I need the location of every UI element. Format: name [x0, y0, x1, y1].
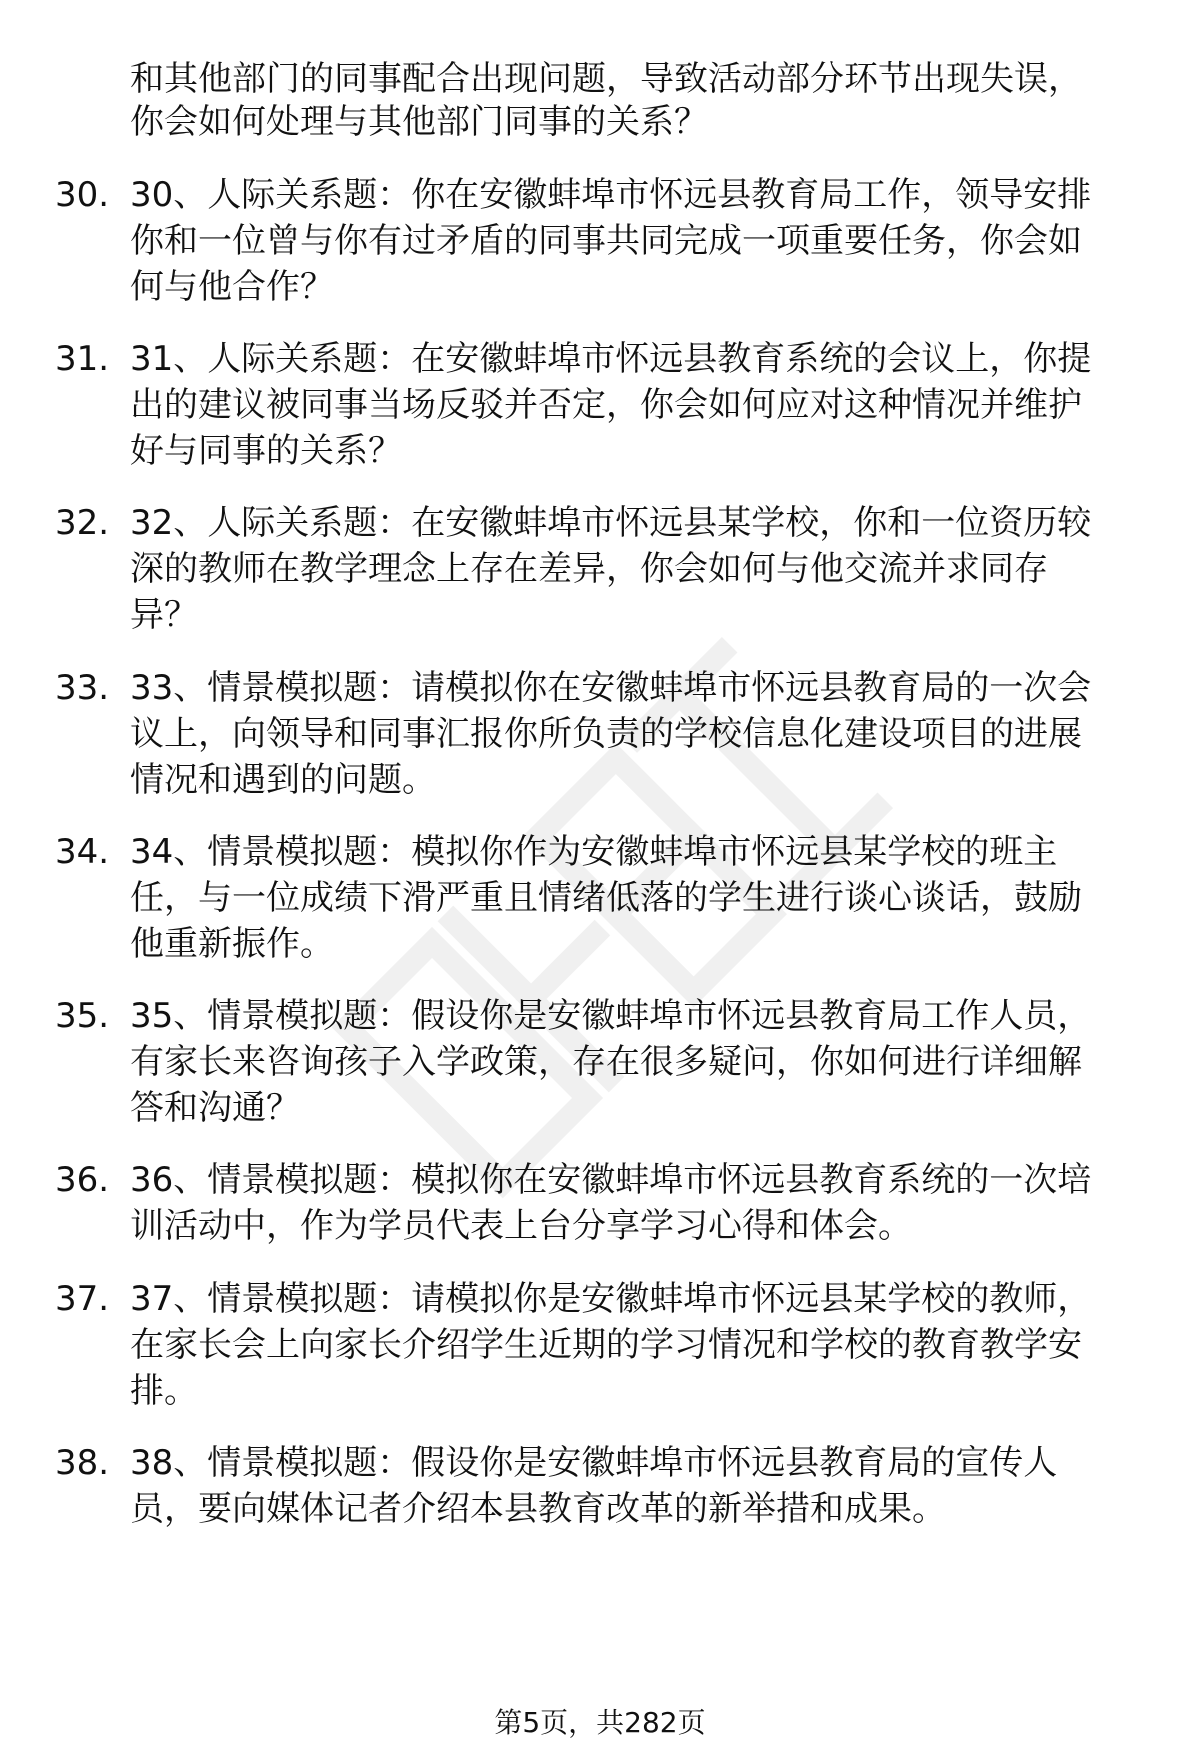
item-text-line: 议上，向领导和同事汇报你所负责的学校信息化建设项目的进展	[130, 714, 1082, 754]
item-text-line: 好与同事的关系？	[130, 431, 402, 471]
item-text-line: 在家长会上向家长介绍学生近期的学习情况和学校的教育教学安	[130, 1325, 1082, 1365]
item-number: 37.	[55, 1279, 110, 1319]
item-text-line: 33、情景模拟题：请模拟你在安徽蚌埠市怀远县教育局的一次会	[130, 668, 1092, 708]
item-text-line: 员，要向媒体记者介绍本县教育改革的新举措和成果。	[130, 1489, 946, 1529]
item-number: 32.	[55, 503, 110, 543]
item-text-line: 你和一位曾与你有过矛盾的同事共同完成一项重要任务，你会如	[130, 221, 1082, 261]
item-text-line: 出的建议被同事当场反驳并否定，你会如何应对这种情况并维护	[130, 385, 1082, 425]
continuation-line-2: 你会如何处理与其他部门同事的关系？	[130, 102, 708, 142]
item-text-line: 32、人际关系题：在安徽蚌埠市怀远县某学校，你和一位资历较	[130, 503, 1092, 543]
item-text-line: 37、情景模拟题：请模拟你是安徽蚌埠市怀远县某学校的教师，	[130, 1279, 1092, 1319]
continuation-line-1: 和其他部门的同事配合出现问题，导致活动部分环节出现失误，	[130, 59, 1082, 99]
item-number: 33.	[55, 668, 110, 708]
item-text-line: 31、人际关系题：在安徽蚌埠市怀远县教育系统的会议上，你提	[130, 339, 1092, 379]
item-number: 36.	[55, 1160, 110, 1200]
item-text-line: 他重新振作。	[130, 924, 334, 964]
item-text-line: 有家长来咨询孩子入学政策，存在很多疑问，你如何进行详细解	[130, 1042, 1082, 1082]
item-number: 35.	[55, 996, 110, 1036]
item-text-line: 35、情景模拟题：假设你是安徽蚌埠市怀远县教育局工作人员，	[130, 996, 1092, 1036]
item-text-line: 36、情景模拟题：模拟你在安徽蚌埠市怀远县教育系统的一次培	[130, 1160, 1092, 1200]
item-text-line: 答和沟通？	[130, 1088, 300, 1128]
item-text-line: 深的教师在教学理念上存在差异，你会如何与他交流并求同存	[130, 549, 1048, 589]
item-text-line: 34、情景模拟题：模拟你作为安徽蚌埠市怀远县某学校的班主	[130, 832, 1058, 872]
item-text-line: 何与他合作？	[130, 267, 334, 307]
item-text-line: 异？	[130, 595, 198, 635]
item-text-line: 情况和遇到的问题。	[130, 760, 436, 800]
item-text-line: 30、人际关系题：你在安徽蚌埠市怀远县教育局工作，领导安排	[130, 175, 1092, 215]
item-number: 38.	[55, 1443, 110, 1483]
item-number: 34.	[55, 832, 110, 872]
page-number: 第5页，共282页	[494, 1706, 706, 1739]
item-text-line: 任，与一位成绩下滑严重且情绪低落的学生进行谈心谈话，鼓励	[130, 878, 1082, 918]
item-text-line: 训活动中，作为学员代表上台分享学习心得和体会。	[130, 1206, 912, 1246]
item-number: 31.	[55, 339, 110, 379]
item-text-line: 38、情景模拟题：假设你是安徽蚌埠市怀远县教育局的宣传人	[130, 1443, 1058, 1483]
item-number: 30.	[55, 175, 110, 215]
item-text-line: 排。	[130, 1371, 198, 1411]
